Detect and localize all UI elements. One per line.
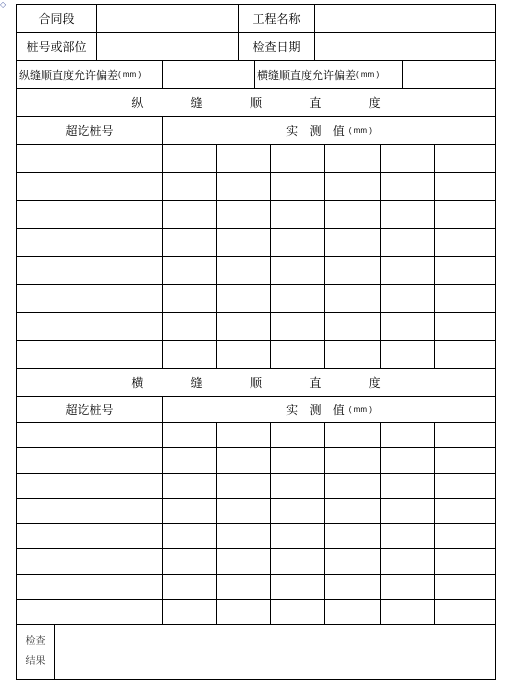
measured-value-cell[interactable] xyxy=(325,173,381,200)
result-field[interactable] xyxy=(55,625,495,679)
measured-value-cell[interactable] xyxy=(381,173,435,200)
measured-value-cell[interactable] xyxy=(217,423,271,447)
measured-value-cell[interactable] xyxy=(381,524,435,548)
longitudinal-section-title: 纵 缝 顺 直 度 xyxy=(131,96,403,110)
station-cell[interactable] xyxy=(17,173,163,200)
measured-value-cell[interactable] xyxy=(381,575,435,599)
measured-value-cell[interactable] xyxy=(435,313,495,340)
measured-value-cell[interactable] xyxy=(271,474,325,498)
station-cell[interactable] xyxy=(17,474,163,498)
measured-value-cell[interactable] xyxy=(217,575,271,599)
measured-value-cell[interactable] xyxy=(435,145,495,172)
measured-value-cell[interactable] xyxy=(217,201,271,228)
measured-value-cell[interactable] xyxy=(325,549,381,573)
measured-value-cell[interactable] xyxy=(217,145,271,172)
result-row xyxy=(17,625,495,679)
longitudinal-station-header: 超讫桩号 xyxy=(17,117,163,144)
longitudinal-measured-header: 实 测 值 ( mm ) xyxy=(286,124,372,138)
measured-value-cell[interactable] xyxy=(381,448,435,472)
measured-value-cell[interactable] xyxy=(381,341,435,368)
header-row-1 xyxy=(17,5,495,33)
measured-value-cell[interactable] xyxy=(435,285,495,312)
measured-value-cell[interactable] xyxy=(217,524,271,548)
result-label-line-1: 检查 xyxy=(25,636,46,647)
measured-value-cell[interactable] xyxy=(163,341,217,368)
table-row xyxy=(17,313,495,341)
measured-value-cell[interactable] xyxy=(217,285,271,312)
station-cell[interactable] xyxy=(17,229,163,256)
measured-value-cell[interactable] xyxy=(271,145,325,172)
measured-value-cell[interactable] xyxy=(381,600,435,624)
measured-value-cell[interactable] xyxy=(435,423,495,447)
longitudinal-tolerance-unit: ( mm ) xyxy=(118,70,142,79)
station-cell[interactable] xyxy=(17,524,163,548)
table-row xyxy=(17,423,495,448)
transverse-measured-header: 实 测 值 ( mm ) xyxy=(286,403,372,417)
measured-value-cell[interactable] xyxy=(271,257,325,284)
measured-value-cell[interactable] xyxy=(381,257,435,284)
station-cell[interactable] xyxy=(17,499,163,523)
station-cell[interactable] xyxy=(17,257,163,284)
station-cell[interactable] xyxy=(17,600,163,624)
transverse-header-row xyxy=(17,397,495,423)
measured-value-cell[interactable] xyxy=(325,499,381,523)
table-row xyxy=(17,600,495,625)
measured-value-cell[interactable] xyxy=(325,313,381,340)
measured-value-cell[interactable] xyxy=(271,173,325,200)
station-cell[interactable] xyxy=(17,201,163,228)
table-row xyxy=(17,474,495,499)
measured-value-cell[interactable] xyxy=(163,423,217,447)
measured-value-cell[interactable] xyxy=(163,448,217,472)
header-row-2 xyxy=(17,33,495,61)
measured-value-cell[interactable] xyxy=(271,313,325,340)
measured-value-cell[interactable] xyxy=(217,499,271,523)
measured-value-cell[interactable] xyxy=(217,257,271,284)
measured-value-cell[interactable] xyxy=(435,341,495,368)
measured-value-cell[interactable] xyxy=(163,201,217,228)
measured-value-cell[interactable] xyxy=(435,201,495,228)
table-row xyxy=(17,285,495,313)
measured-value-cell[interactable] xyxy=(217,448,271,472)
inspection-date-label: 检查日期 xyxy=(239,33,315,60)
station-cell[interactable] xyxy=(17,423,163,447)
station-cell[interactable] xyxy=(17,448,163,472)
table-row xyxy=(17,575,495,600)
measured-value-cell[interactable] xyxy=(435,448,495,472)
measured-value-cell[interactable] xyxy=(381,229,435,256)
measured-value-cell[interactable] xyxy=(217,173,271,200)
longitudinal-measured-unit: ( mm ) xyxy=(348,126,372,135)
inspection-date-field[interactable] xyxy=(315,33,495,60)
transverse-tolerance-field[interactable] xyxy=(403,61,495,88)
station-cell[interactable] xyxy=(17,285,163,312)
header-row-3 xyxy=(17,61,495,89)
measured-value-cell[interactable] xyxy=(163,173,217,200)
measured-value-cell[interactable] xyxy=(381,549,435,573)
project-name-field[interactable] xyxy=(315,5,495,32)
table-row xyxy=(17,201,495,229)
measured-value-cell[interactable] xyxy=(435,524,495,548)
measured-value-cell[interactable] xyxy=(271,549,325,573)
station-location-label: 桩号或部位 xyxy=(17,33,97,60)
longitudinal-header-row xyxy=(17,117,495,145)
measured-value-cell[interactable] xyxy=(163,257,217,284)
measured-value-cell[interactable] xyxy=(217,341,271,368)
measured-value-cell[interactable] xyxy=(381,313,435,340)
table-row xyxy=(17,145,495,173)
station-location-field[interactable] xyxy=(97,33,239,60)
measured-value-cell[interactable] xyxy=(163,575,217,599)
measured-value-cell[interactable] xyxy=(325,575,381,599)
measured-value-cell[interactable] xyxy=(325,201,381,228)
station-cell[interactable] xyxy=(17,341,163,368)
table-row xyxy=(17,341,495,369)
measured-value-cell[interactable] xyxy=(435,257,495,284)
measured-value-cell[interactable] xyxy=(381,423,435,447)
measured-value-cell[interactable] xyxy=(325,145,381,172)
measured-value-cell[interactable] xyxy=(271,575,325,599)
measured-value-cell[interactable] xyxy=(163,313,217,340)
station-cell[interactable] xyxy=(17,549,163,573)
measured-value-cell[interactable] xyxy=(271,524,325,548)
contract-section-field[interactable] xyxy=(97,5,239,32)
measured-value-cell[interactable] xyxy=(325,524,381,548)
measured-value-cell[interactable] xyxy=(381,499,435,523)
measured-value-cell[interactable] xyxy=(325,423,381,447)
measured-value-cell[interactable] xyxy=(381,145,435,172)
measured-value-cell[interactable] xyxy=(271,229,325,256)
measured-value-cell[interactable] xyxy=(325,474,381,498)
station-cell[interactable] xyxy=(17,575,163,599)
measured-value-cell[interactable] xyxy=(435,549,495,573)
measured-value-cell[interactable] xyxy=(271,201,325,228)
measured-value-cell[interactable] xyxy=(163,145,217,172)
transverse-tolerance-label: 横缝顺直度允许偏差 ( mm ) xyxy=(255,61,403,88)
measured-value-cell[interactable] xyxy=(271,285,325,312)
measured-value-cell[interactable] xyxy=(163,285,217,312)
transverse-section-title: 横 缝 顺 直 度 xyxy=(131,376,403,390)
table-row xyxy=(17,173,495,201)
longitudinal-tolerance-label: 纵缝顺直度允许偏差 ( mm ) xyxy=(17,61,163,88)
measured-value-cell[interactable] xyxy=(325,600,381,624)
transverse-title-row xyxy=(17,369,495,397)
measured-value-cell[interactable] xyxy=(271,448,325,472)
transverse-station-header: 超讫桩号 xyxy=(17,397,163,422)
corner-marker-icon: ◇ xyxy=(0,0,7,9)
measured-value-cell[interactable] xyxy=(163,474,217,498)
measured-value-cell[interactable] xyxy=(271,600,325,624)
measured-value-cell[interactable] xyxy=(163,499,217,523)
measured-value-cell[interactable] xyxy=(163,549,217,573)
measured-value-cell[interactable] xyxy=(381,201,435,228)
table-row xyxy=(17,229,495,257)
measured-value-cell[interactable] xyxy=(217,313,271,340)
measured-value-cell[interactable] xyxy=(435,474,495,498)
measured-value-cell[interactable] xyxy=(217,549,271,573)
table-row xyxy=(17,257,495,285)
measured-value-cell[interactable] xyxy=(381,474,435,498)
measured-value-cell[interactable] xyxy=(325,341,381,368)
result-label xyxy=(17,625,55,679)
result-label-line-2: 结果 xyxy=(25,656,46,667)
measured-value-cell[interactable] xyxy=(435,600,495,624)
table-row xyxy=(17,448,495,473)
measured-value-cell[interactable] xyxy=(325,448,381,472)
measured-value-cell[interactable] xyxy=(381,285,435,312)
measured-value-cell[interactable] xyxy=(217,474,271,498)
inspection-form xyxy=(16,4,496,680)
measured-value-cell[interactable] xyxy=(271,341,325,368)
measured-value-cell[interactable] xyxy=(435,229,495,256)
measured-value-cell[interactable] xyxy=(217,229,271,256)
measured-value-cell[interactable] xyxy=(163,600,217,624)
measured-value-cell[interactable] xyxy=(163,229,217,256)
table-row xyxy=(17,549,495,574)
measured-value-cell[interactable] xyxy=(217,600,271,624)
table-row xyxy=(17,524,495,549)
measured-value-cell[interactable] xyxy=(163,524,217,548)
transverse-tolerance-unit: ( mm ) xyxy=(356,70,380,79)
table-row xyxy=(17,499,495,524)
contract-section-label: 合同段 xyxy=(17,5,97,32)
measured-value-cell[interactable] xyxy=(435,173,495,200)
longitudinal-tolerance-field[interactable] xyxy=(163,61,255,88)
longitudinal-title-row xyxy=(17,89,495,117)
station-cell[interactable] xyxy=(17,313,163,340)
measured-value-cell[interactable] xyxy=(435,499,495,523)
measured-value-cell[interactable] xyxy=(271,499,325,523)
measured-value-cell[interactable] xyxy=(325,257,381,284)
station-cell[interactable] xyxy=(17,145,163,172)
measured-value-cell[interactable] xyxy=(271,423,325,447)
measured-value-cell[interactable] xyxy=(325,285,381,312)
transverse-measured-unit: ( mm ) xyxy=(348,405,372,414)
project-name-label: 工程名称 xyxy=(239,5,315,32)
measured-value-cell[interactable] xyxy=(325,229,381,256)
measured-value-cell[interactable] xyxy=(435,575,495,599)
